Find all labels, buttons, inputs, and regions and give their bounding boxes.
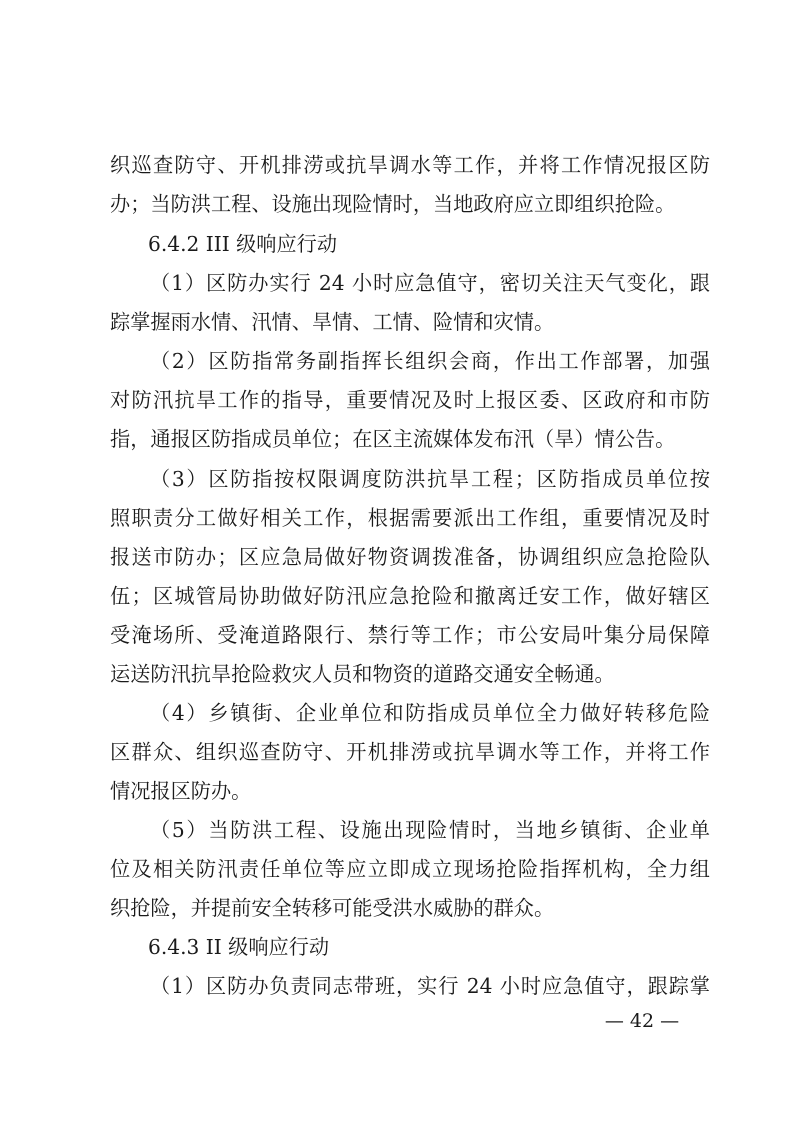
body-text-line: 受淹场所、受淹道路限行、禁行等工作；市公安局叶集分局保障 bbox=[110, 623, 710, 647]
page-number: — 42 — bbox=[604, 1010, 680, 1032]
body-text-line: 情况报区防办。 bbox=[110, 779, 252, 803]
body-text-line: 办；当防洪工程、设施出现险情时，当地政府应立即组织抢险。 bbox=[110, 192, 676, 216]
body-text-line: 织巡查防守、开机排涝或抗旱调水等工作，并将工作情况报区防 bbox=[110, 153, 710, 177]
paragraph-3-start: （3）区防指按权限调度防洪抗旱工程；区防指成员单位按 bbox=[150, 467, 710, 491]
section-heading-6-4-3: 6.4.3 II 级响应行动 bbox=[148, 935, 330, 959]
body-text-line: 对防汛抗旱工作的指导，重要情况及时上报区委、区政府和市防 bbox=[110, 388, 710, 412]
body-text-line: 运送防汛抗旱抢险救灾人员和物资的道路交通安全畅通。 bbox=[110, 662, 615, 686]
body-text-line: 指，通报区防指成员单位；在区主流媒体发布汛（旱）情公告。 bbox=[110, 427, 676, 451]
body-text-line: 织抢险，并提前安全转移可能受洪水威胁的群众。 bbox=[110, 896, 555, 920]
body-text-line: 伍；区城管局协助做好防汛应急抢险和撤离迁安工作，做好辖区 bbox=[110, 584, 710, 608]
body-text-line: 报送市防办；区应急局做好物资调拨准备，协调组织应急抢险队 bbox=[110, 545, 710, 569]
paragraph-6-start: （1）区防办负责同志带班，实行 24 小时应急值守，跟踪掌 bbox=[150, 974, 710, 998]
paragraph-1-start: （1）区防办实行 24 小时应急值守，密切关注天气变化，跟 bbox=[150, 271, 710, 295]
paragraph-2-start: （2）区防指常务副指挥长组织会商，作出工作部署，加强 bbox=[150, 349, 710, 373]
body-text-line: 区群众、组织巡查防守、开机排涝或抗旱调水等工作，并将工作 bbox=[110, 740, 710, 764]
body-text-line: 位及相关防汛责任单位等应立即成立现场抢险指挥机构，全力组 bbox=[110, 857, 710, 881]
body-text-line: 照职责分工做好相关工作，根据需要派出工作组，重要情况及时 bbox=[110, 506, 710, 530]
body-text-line: 踪掌握雨水情、汛情、旱情、工情、险情和灾情。 bbox=[110, 310, 555, 334]
paragraph-5-start: （5）当防洪工程、设施出现险情时，当地乡镇街、企业单 bbox=[150, 818, 710, 842]
section-heading-6-4-2: 6.4.2 III 级响应行动 bbox=[148, 232, 338, 256]
paragraph-4-start: （4）乡镇街、企业单位和防指成员单位全力做好转移危险 bbox=[150, 701, 710, 725]
